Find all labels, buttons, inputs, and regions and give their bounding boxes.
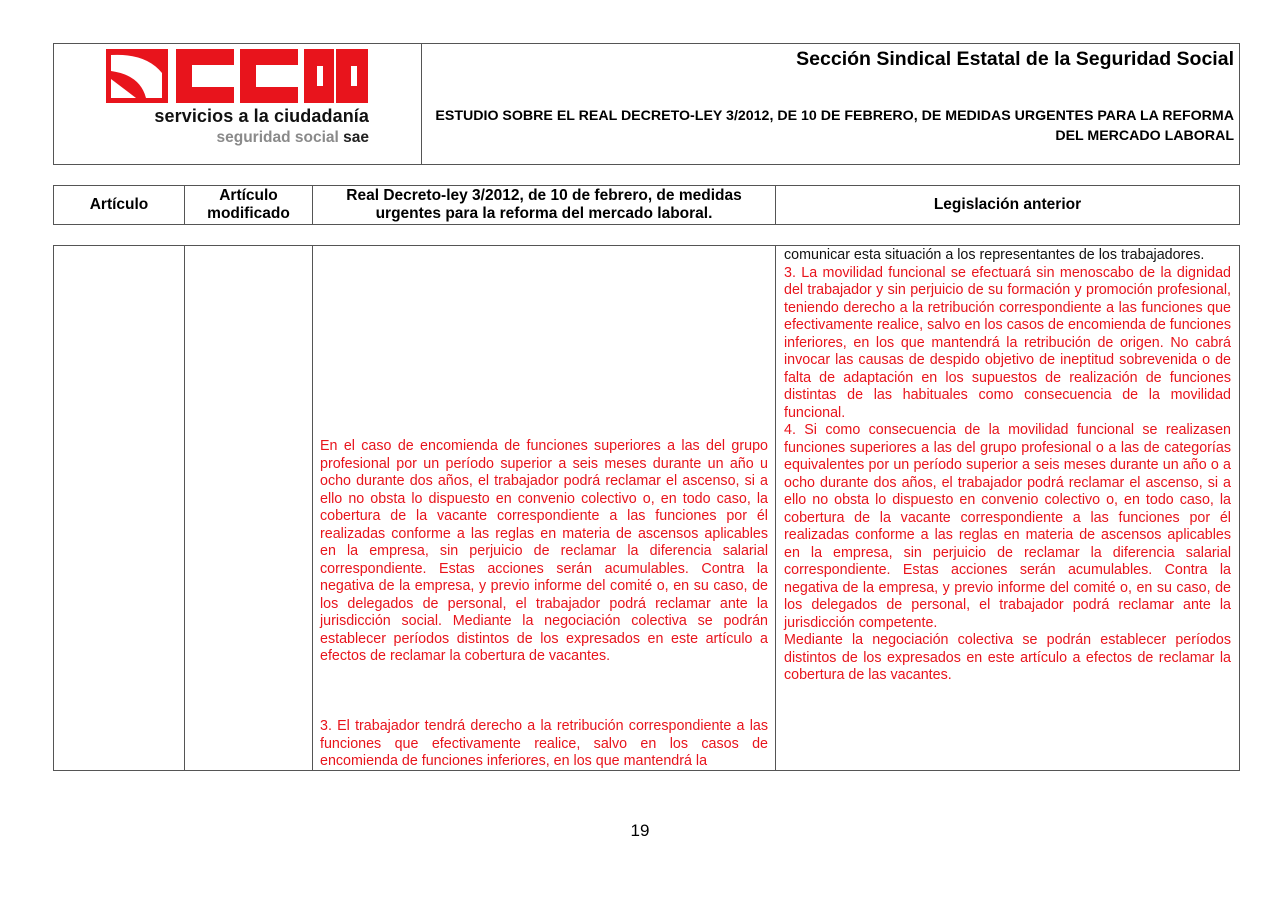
page-number: 19	[630, 821, 650, 840]
header-legislacion-anterior: Legislación anterior	[933, 196, 1082, 213]
logo-tagline: servicios a la ciudadanía	[154, 106, 369, 126]
legislacion-text	[784, 247, 1231, 685]
section-title: Sección Sindical Estatal de la Seguridad Social	[796, 48, 1234, 70]
logo-subtagline	[107, 129, 369, 147]
cell-legislacion-anterior	[776, 246, 1239, 770]
table-body-row	[53, 245, 1240, 771]
table-header-row	[53, 185, 1240, 225]
logo-cell	[54, 44, 422, 164]
legislacion-paragraph-2: 4. Si como consecuencia de la movilidad funcional se realizasen funciones superiores a las del grupo profesional o a las de categorías equivalentes por un período superior a seis meses durante un año o a ocho durante dos años, el trabajador podrá reclamar el ascenso, si a ello no obsta lo dispuesto en convenio colectivo o, en todo caso, la cobertura de la vacante correspondiente a las funciones por él realizadas conforme a las reglas en materia de ascensos aplicables en la empresa, sin perjuicio de reclamar la diferencia salarial correspondiente. Estas acciones serán acumulables. Contra la negativa de la empresa, y previo informe del comité o, en su caso, de los delegados de personal, el trabajador podrá reclamar ante la jurisdicción competente.	[784, 422, 1231, 631]
ccoo-logo	[106, 49, 368, 103]
real-decreto-paragraph-1: En el caso de encomienda de funciones superiores a las del grupo profesional por un período superior a seis meses durante un año u ocho durante dos años, el trabajador podrá reclamar el ascenso, si a ello no obsta lo dispuesto en convenio colectivo o, en todo caso, la cobertura de la vacante correspondiente a las funciones por él realizadas conforme a las reglas en materia de ascensos aplicables en la empresa, sin perjuicio de reclamar la diferencia salarial correspondiente. Estas acciones serán acumulables. Contra la negativa de la empresa, y previo informe del comité o, en su caso, de los delegados de personal, el trabajador podrá reclamar ante la jurisdicción social. Mediante la negociación colectiva se podrán establecer períodos distintos de los expresados en este artículo a efectos de reclamar la cobertura de vacantes.	[320, 438, 768, 664]
legislacion-paragraph-3: Mediante la negociación colectiva se podrán establecer períodos distintos de los expresados en este artículo a efectos de reclamar la cobertura de las vacantes.	[784, 632, 1231, 683]
legislacion-paragraph-0: comunicar esta situación a los representantes de los trabajadores.	[784, 247, 1205, 263]
real-decreto-paragraph-2: 3. El trabajador tendrá derecho a la retribución correspondiente a las funciones que efectivamente realice, salvo en los casos de encomienda de funciones inferiores, en los que mantendrá la	[320, 718, 768, 769]
cell-real-decreto	[313, 246, 776, 770]
cell-articulo	[54, 246, 185, 770]
cell-articulo-modificado	[185, 246, 313, 770]
logo-subtagline-grey: seguridad social	[216, 129, 339, 146]
header-titles	[422, 44, 1239, 164]
logo-subtagline-dark: sae	[343, 129, 369, 146]
header-articulo-modificado: Artículo modificado	[185, 186, 313, 224]
legislacion-paragraph-1: 3. La movilidad funcional se efectuará sin menoscabo de la dignidad del trabajador y sin perjuicio de su formación y promoción profesional, teniendo derecho a la retribución correspondiente a las funciones que efectivamente realice, salvo en los casos de encomienda de funciones inferiores, en los que mantendrá la retribución de origen. No cabrá invocar las causas de despido objetivo de ineptitud sobrevenida o de falta de adaptación en los supuestos de realización de funciones distintas de las habituales como consecuencia de la movilidad funcional.	[784, 264, 1231, 421]
header-articulo: Artículo	[54, 186, 185, 224]
header-real-decreto: Real Decreto-ley 3/2012, de 10 de febrero, de medidas urgentes para la reforma del mercado laboral.	[313, 186, 776, 224]
study-title: ESTUDIO SOBRE EL REAL DECRETO-LEY 3/2012, DE 10 DE FEBRERO, DE MEDIDAS URGENTES PARA LA REFORMA DEL MERCADO LABORAL	[435, 108, 1234, 144]
document-header	[53, 43, 1240, 165]
